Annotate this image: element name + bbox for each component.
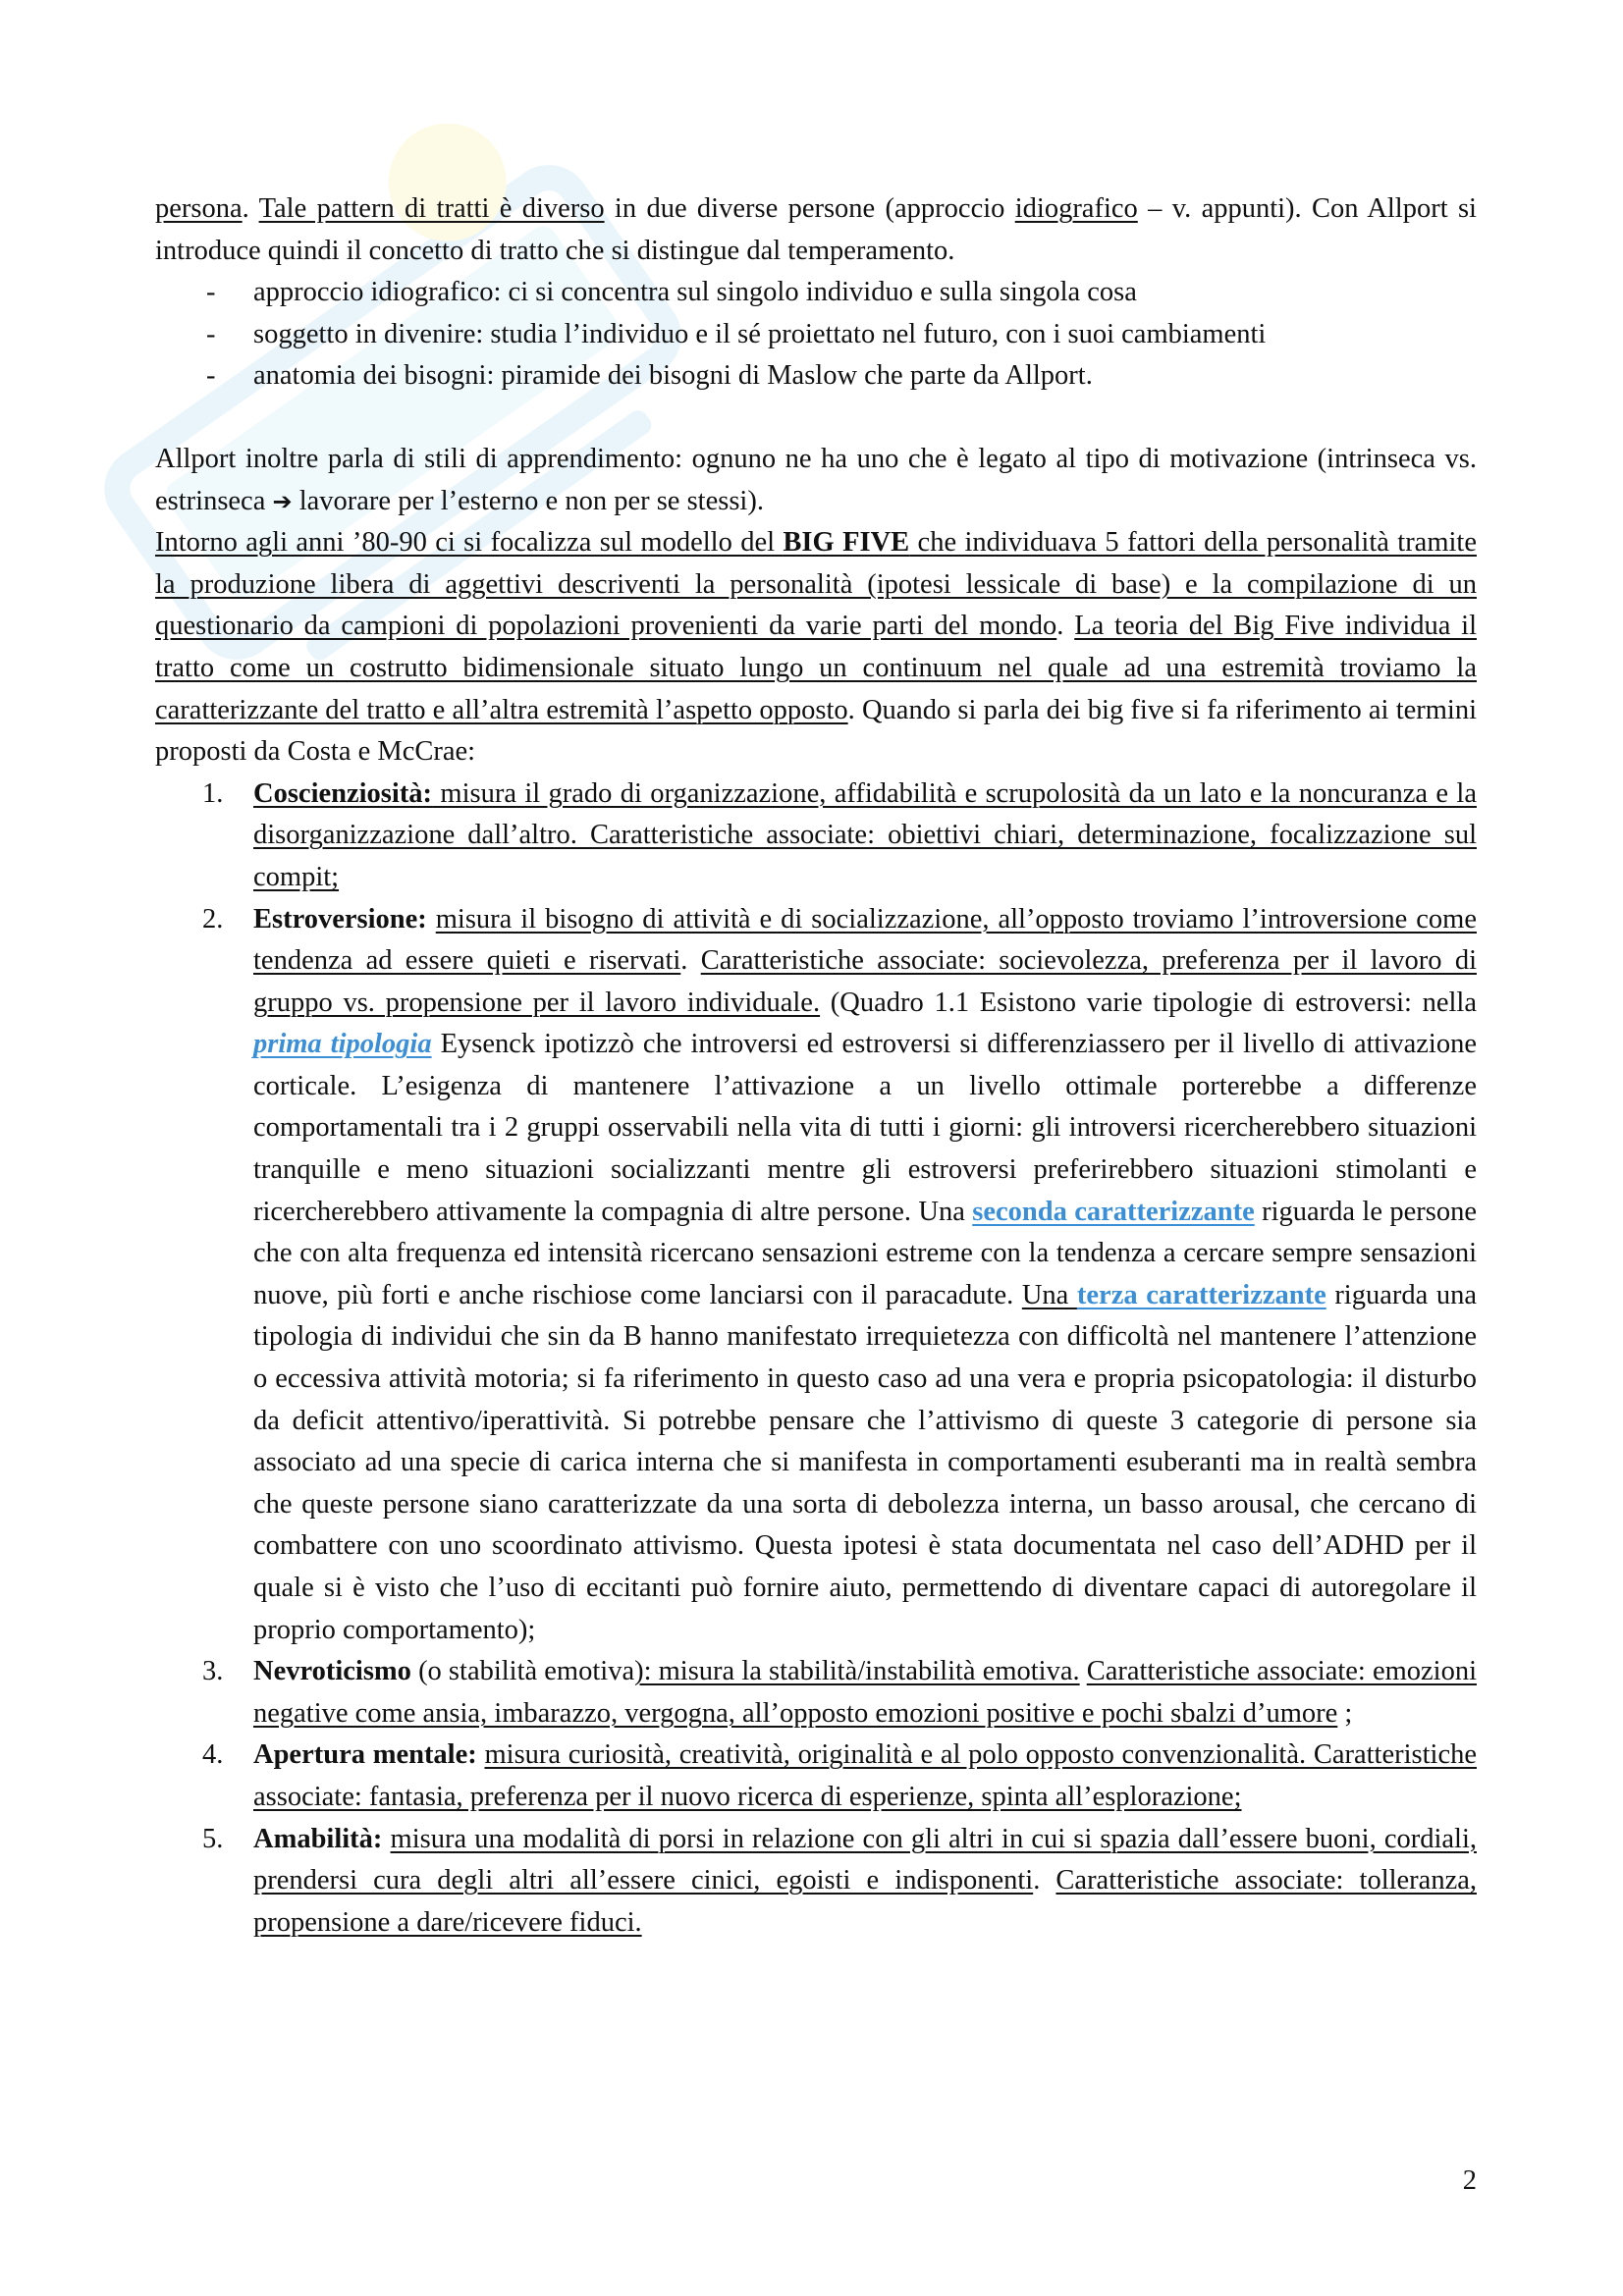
link-seconda-caratterizzante[interactable]: seconda caratterizzante: [972, 1196, 1255, 1227]
factor-list: [155, 774, 1477, 1945]
document-body: [155, 188, 1477, 1944]
page-number: 2: [1462, 2165, 1477, 2196]
big-five-term: BIG FIVE: [783, 527, 910, 559]
list-item: - approccio idiografico: ci si concentra sul singolo individuo e sulla singola cosa: [206, 277, 1137, 308]
link-prima-tipologia[interactable]: prima tipologia: [253, 1029, 432, 1060]
factor-amabilita: 5. Amabilità: misura una modalità di porsi in relazione con gli altri in cui si spazia dall’essere buoni, cordiali, prendersi cura degli altri all’essere cinici, egoisti e indisponenti. Caratteristiche associate: tolleranza, propensione a dare/ricevere fiduci.: [202, 1823, 1477, 1938]
arrow-right-icon: ➔: [272, 487, 293, 515]
paragraph-intro: persona. Tale pattern di tratti è diverso in due diverse persone (approccio idiografico – v. appunti). Con Allport si introduce quindi il concetto di tratto che si distingue dal temperamento.: [155, 193, 1477, 266]
list-item: - anatomia dei bisogni: piramide dei bisogni di Maslow che parte da Allport.: [206, 360, 1093, 392]
factor-coscienziosita: 1. Coscienziosità: misura il grado di organizzazione, affidabilità e scrupolosità da un lato e la noncuranza e la disorganizzazione dall’altro. Caratteristiche associate: obiettivi chiari, determinazione, focalizzazione sul compit;: [202, 777, 1477, 892]
factor-estroversione: 2. Estroversione: misura il bisogno di attività e di socializzazione, all’opposto troviamo l’introversione come tendenza ad essere quieti e riservati. Caratteristiche associate: socievolezza, preferenza per il lavoro di gruppo vs. propensione per il lavoro individuale. (Quadro 1.1 Esistono varie tipologie di estroversi: nella prima tipologia Eysenck ipotizzò che introversi ed estroversi si differenziassero per il livello di attivazione corticale. L’esigenza di mantenere l’attivazione a un livello ottimale porterebbe a differenze comportamentali tra i 2 gruppi osservabili nella vita di tutti i giorni: gli introversi ricercherebbero situazioni tranquille e meno situazioni socializzanti mentre gli estroversi preferirebbero situazioni stimolanti e ricercherebbero attivamente la compagnia di altre persone. Una seconda caratterizzante riguarda le persone che con alta frequenza ed intensità ricercano sensazioni estreme con la tendenza a cercare sempre sensazioni nuove, più forti e anche rischiose come lanciarsi con il paracadute. Una terza caratterizzante riguarda una tipologia di individui che sin da B hanno manifestato irrequietezza con difficoltà nel mantenere l’attenzione o eccessiva attività motoria; si fa riferimento in questo caso ad una vera e propria psicopatologia: il disturbo da deficit attentivo/iperattività. Si potrebbe pensare che l’attivismo di queste 3 categorie di persone sia associato ad una specie di carica interna che si manifesta in comportamenti esuberanti ma in realtà sembra che queste persone siano caratterizzate da una sorta di debolezza interna, un basso arousal, che cercano di combattere con uno scoordinato attivismo. Questa ipotesi è stata documentata nel caso dell’ADHD per il quale si è visto che l’uso di eccitanti può fornire aiuto, permettendo di diventare capaci di autoregolare il proprio comportamento);: [202, 903, 1478, 1645]
factor-nevroticismo: 3. Nevroticismo (o stabilità emotiva): misura la stabilità/instabilità emotiva. Caratteristiche associate: emozioni negative come ansia, imbarazzo, vergogna, all’opposto emozioni positive e pochi sbalzi d’umore ;: [202, 1656, 1478, 1729]
paragraph-bigfive: Intorno agli anni ’80-90 ci si focalizza sul modello del BIG FIVE che individuava 5 fattori della personalità tramite la produzione libera di aggettivi descriventi la personalità (ipotesi lessicale di base) e la compilazione di un questionario da campioni di popolazioni provenienti da varie parti del mondo. La teoria del Big Five individua il tratto come un costrutto bidimensionale situato lungo un continuum nel quale ad una estremità troviamo la caratterizzante del tratto e all’altra estremità l’aspetto opposto. Quando si parla dei big five si fa riferimento ai termini proposti da Costa e McCrae:: [155, 527, 1478, 768]
link-terza-caratterizzante[interactable]: terza caratterizzante: [1076, 1279, 1326, 1310]
paragraph-styles: Allport inoltre parla di stili di apprendimento: ognuno ne ha uno che è legato al tipo di motivazione (intrinseca vs. estrinseca ➔ lavorare per l’esterno e non per se stessi).: [155, 443, 1477, 516]
list-item: - soggetto in divenire: studia l’individuo e il sé proiettato nel futuro, con i suoi cambiamenti: [206, 318, 1267, 349]
dash-list: [155, 272, 1477, 398]
factor-apertura-mentale: 4. Apertura mentale: misura curiosità, creatività, originalità e al polo opposto convenzionalità. Caratteristiche associate: fantasia, preferenza per il nuovo ricerca di esperienze, spinta all’esplorazione;: [202, 1739, 1478, 1812]
